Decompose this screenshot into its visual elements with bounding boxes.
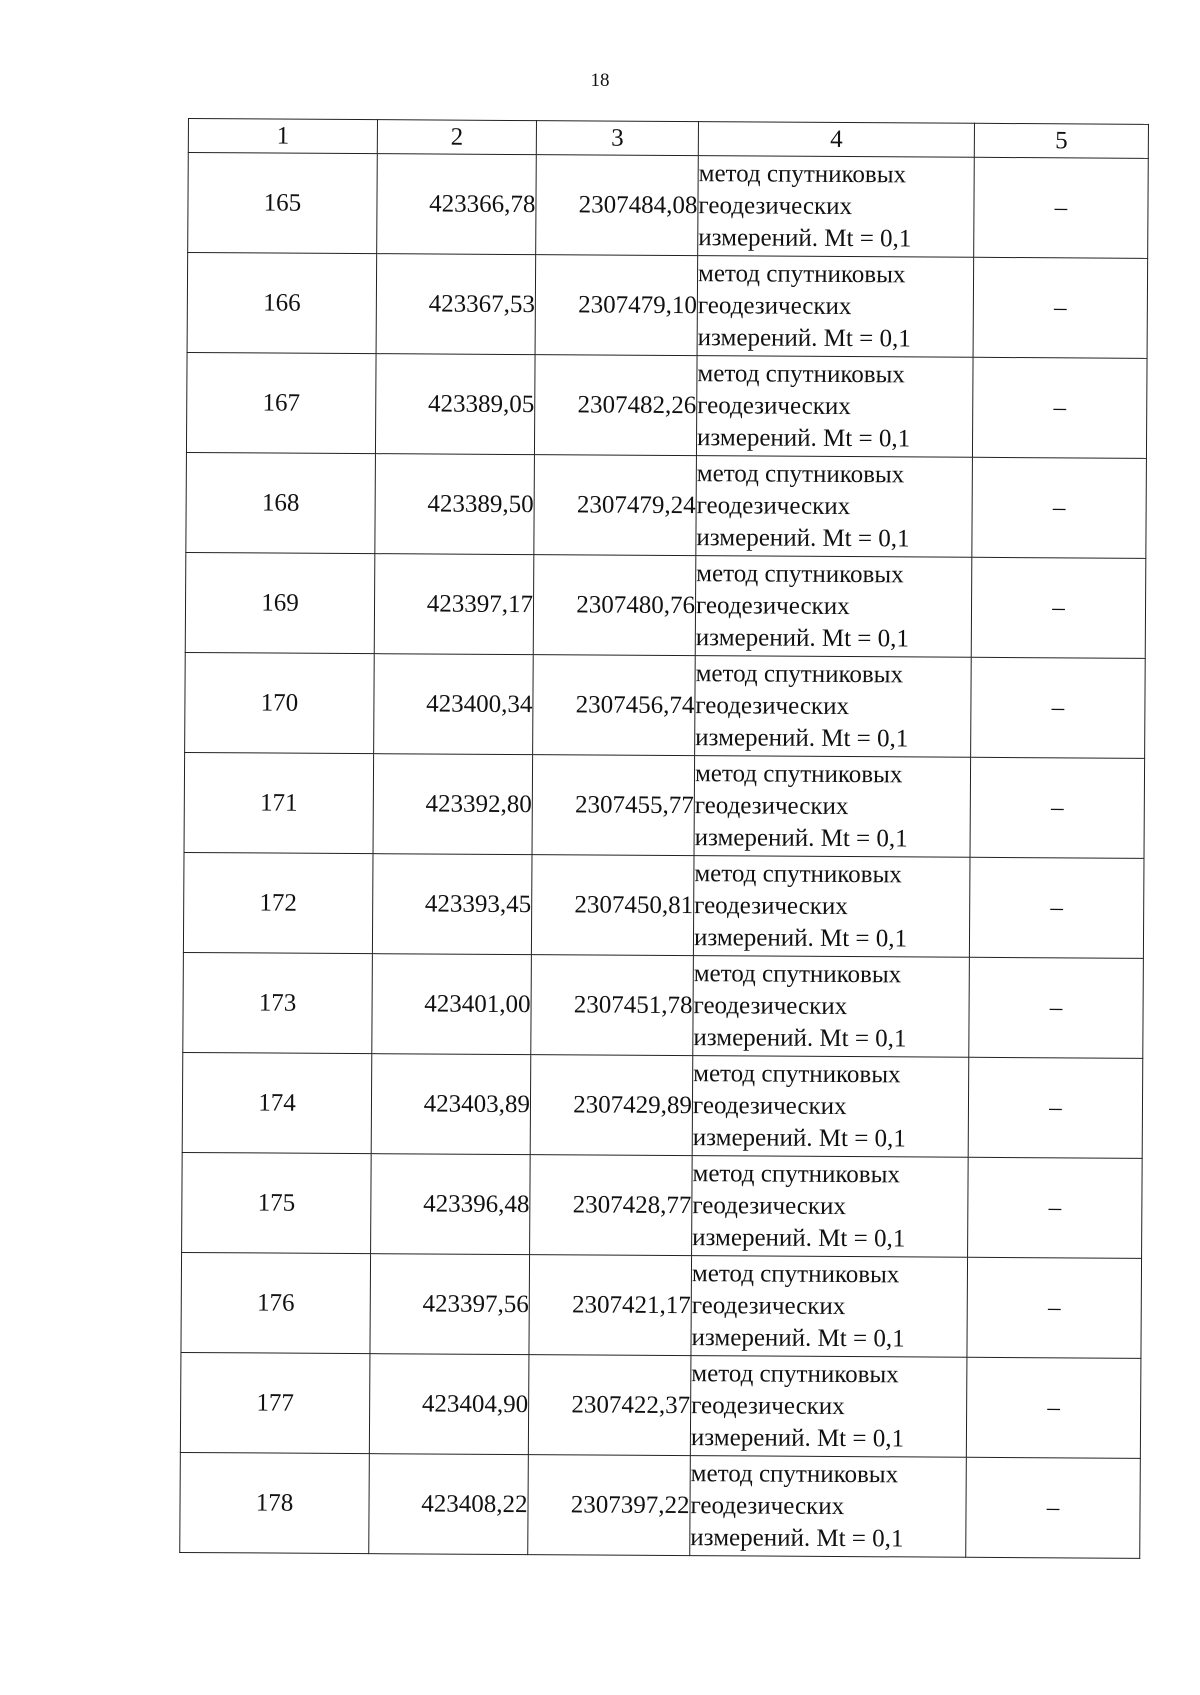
coordinate-x: 423367,53 (376, 254, 536, 355)
coordinate-x: 423404,90 (369, 1354, 529, 1455)
note-dash: – (972, 357, 1147, 458)
coordinate-x: 423393,45 (372, 854, 532, 955)
method-description (694, 756, 971, 858)
coordinate-y: 2307397,22 (528, 1455, 691, 1556)
method-line: геодезических (695, 691, 850, 720)
point-number: 178 (180, 1452, 370, 1553)
method-line: измерений. Mt = 0,1 (693, 923, 908, 952)
note-dash: – (968, 1057, 1143, 1158)
method-line: геодезических (690, 1491, 845, 1520)
table-row (180, 1352, 1141, 1458)
table-row (188, 153, 1149, 259)
method-line: измерений. Mt = 0,1 (696, 523, 910, 552)
method-line: метод спутниковых (693, 959, 902, 988)
header-col-4: 4 (698, 122, 974, 158)
coordinate-y: 2307422,37 (528, 1355, 691, 1456)
coordinate-y: 2307455,77 (532, 755, 695, 856)
method-line: геодезических (691, 1291, 846, 1320)
method-line: метод спутниковых (691, 1359, 899, 1388)
point-number: 171 (184, 752, 374, 853)
note-dash: – (969, 957, 1144, 1058)
coordinate-y: 2307456,74 (533, 655, 696, 756)
method-description (693, 856, 970, 958)
header-col-2: 2 (377, 120, 536, 155)
table-row (185, 552, 1146, 658)
coordinate-y: 2307480,76 (533, 555, 696, 656)
coordinate-x: 423389,50 (375, 454, 535, 555)
table-header (188, 119, 1148, 159)
method-line: геодезических (691, 1391, 845, 1420)
note-dash: – (973, 257, 1148, 358)
method-line: геодезических (692, 1191, 847, 1220)
coordinates-table (179, 118, 1149, 1559)
table-row (186, 352, 1147, 458)
table-row (182, 1152, 1143, 1258)
note-dash: – (966, 1357, 1141, 1458)
method-description (695, 656, 972, 758)
method-line: геодезических (696, 491, 851, 520)
table-row (183, 952, 1144, 1058)
coordinate-x: 423392,80 (373, 754, 533, 855)
method-line: геодезических (694, 891, 848, 920)
header-col-5: 5 (974, 123, 1148, 158)
page-number: 18 (590, 70, 610, 91)
note-dash: – (970, 757, 1145, 858)
method-description (691, 1256, 968, 1358)
point-number: 172 (183, 852, 373, 953)
coordinate-x: 423397,17 (374, 554, 534, 655)
method-line: геодезических (697, 391, 851, 420)
coordinate-y: 2307479,10 (535, 255, 698, 356)
method-description (693, 956, 970, 1058)
method-line: геодезических (692, 1091, 847, 1120)
method-line: метод спутниковых (694, 759, 903, 788)
coordinate-y: 2307451,78 (531, 955, 694, 1056)
method-description (690, 1356, 967, 1458)
coordinate-y: 2307482,26 (534, 355, 697, 456)
method-description (692, 1056, 969, 1158)
method-line: измерений. Mt = 0,1 (695, 723, 909, 752)
method-description (692, 1156, 969, 1258)
coordinate-x: 423400,34 (374, 654, 534, 755)
method-description (696, 356, 973, 458)
method-line: измерений. Mt = 0,1 (690, 1523, 904, 1552)
method-line: геодезических (694, 791, 849, 820)
method-line: геодезических (693, 991, 848, 1020)
method-line: измерений. Mt = 0,1 (691, 1323, 905, 1352)
table-row (182, 1052, 1143, 1158)
method-line: измерений. Mt = 0,1 (693, 1023, 907, 1052)
method-line: метод спутниковых (690, 1459, 899, 1488)
table-row (185, 652, 1146, 758)
method-line: метод спутниковых (696, 559, 904, 588)
table-row (184, 752, 1145, 858)
method-line: метод спутниковых (694, 859, 902, 888)
coordinate-x: 423389,05 (375, 354, 535, 455)
method-line: геодезических (697, 291, 852, 320)
method-line: измерений. Mt = 0,1 (695, 623, 909, 652)
method-line: метод спутниковых (691, 1259, 900, 1288)
note-dash: – (967, 1257, 1142, 1358)
coordinate-y: 2307429,89 (530, 1055, 693, 1156)
note-dash: – (969, 857, 1144, 958)
point-number: 166 (187, 253, 377, 354)
method-line: метод спутниковых (693, 1059, 901, 1088)
table-row (187, 253, 1148, 359)
method-line: измерений. Mt = 0,1 (694, 823, 908, 852)
note-dash: – (971, 657, 1146, 758)
table-row (181, 1252, 1142, 1358)
method-description (695, 556, 972, 658)
method-line: метод спутниковых (692, 1159, 901, 1188)
coordinate-y: 2307450,81 (531, 855, 694, 956)
note-dash: – (966, 1457, 1141, 1558)
point-number: 165 (188, 153, 378, 254)
coordinate-x: 423396,48 (371, 1154, 531, 1255)
coordinate-x: 423408,22 (369, 1454, 529, 1555)
header-row (188, 119, 1148, 159)
point-number: 176 (181, 1252, 371, 1353)
coordinate-x: 423401,00 (372, 954, 532, 1055)
method-line: метод спутниковых (697, 259, 906, 288)
method-line: измерений. Mt = 0,1 (698, 223, 912, 252)
method-line: измерений. Mt = 0,1 (692, 1223, 906, 1252)
point-number: 173 (183, 952, 373, 1053)
point-number: 167 (186, 352, 376, 453)
point-number: 175 (182, 1152, 372, 1253)
method-line: метод спутниковых (695, 659, 904, 688)
table-row (183, 852, 1144, 958)
header-col-3: 3 (536, 121, 698, 156)
method-description (697, 256, 974, 358)
method-description (696, 456, 973, 558)
method-description (690, 1456, 967, 1558)
note-dash: – (971, 557, 1146, 658)
coordinate-x: 423397,56 (370, 1254, 530, 1355)
coordinate-x: 423403,89 (371, 1054, 531, 1155)
note-dash: – (968, 1157, 1143, 1258)
table-body (180, 153, 1149, 1559)
method-line: измерений. Mt = 0,1 (697, 323, 911, 352)
note-dash: – (974, 157, 1149, 258)
method-line: геодезических (695, 591, 850, 620)
header-col-1: 1 (188, 119, 377, 154)
method-line: метод спутниковых (696, 459, 905, 488)
method-line: измерений. Mt = 0,1 (696, 423, 911, 452)
point-number: 170 (185, 652, 375, 753)
coordinate-y: 2307428,77 (530, 1155, 693, 1256)
method-line: измерений. Mt = 0,1 (690, 1423, 905, 1452)
table-row (186, 452, 1147, 558)
coordinate-y: 2307484,08 (536, 155, 699, 256)
method-line: геодезических (698, 191, 853, 220)
method-description (698, 156, 975, 258)
point-number: 169 (185, 552, 375, 653)
point-number: 177 (180, 1352, 370, 1453)
table-row (180, 1452, 1141, 1558)
method-line: метод спутниковых (697, 359, 905, 388)
method-line: метод спутниковых (698, 159, 907, 188)
coordinate-y: 2307479,24 (534, 455, 697, 556)
point-number: 168 (186, 452, 376, 553)
note-dash: – (972, 457, 1147, 558)
coordinate-x: 423366,78 (377, 154, 537, 255)
point-number: 174 (182, 1052, 372, 1153)
method-line: измерений. Mt = 0,1 (692, 1123, 906, 1152)
coordinate-y: 2307421,17 (529, 1255, 692, 1356)
